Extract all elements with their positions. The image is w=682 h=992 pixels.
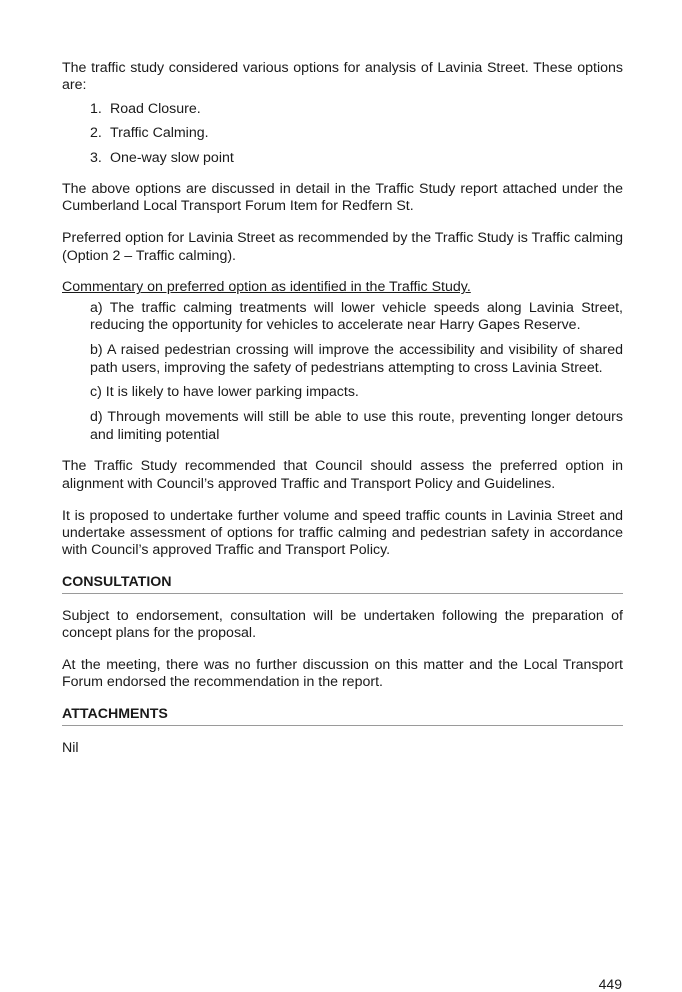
option-item [90,101,623,118]
option-text: Road Closure. [110,100,201,117]
option-number: 2. [90,125,102,142]
commentary-point: d) Through movements will still be able to use this route, preventing longer detours and limiting potential [90,409,623,443]
consultation-paragraph: Subject to endorsement, consultation will be undertaken following the preparation of concept plans for the proposal. [62,607,623,642]
options-list [62,101,623,167]
option-text: Traffic Calming. [110,125,209,142]
option-item [90,125,623,142]
preferred-option-paragraph: Preferred option for Lavinia Street as recommended by the Traffic Study is Traffic calming (Option 2 – Traffic calming). [62,230,623,264]
option-text: One-way slow point [110,149,234,166]
page-number: 449 [598,976,622,992]
commentary-point: b) A raised pedestrian crossing will improve the accessibility and visibility of shared path users, improving the safety of pedestrians attempting to cross Lavinia Street. [90,342,623,376]
commentary-point: c) It is likely to have lower parking impacts. [90,384,359,401]
attachments-text: Nil [62,739,79,756]
commentary-heading: Commentary on preferred option as identified in the Traffic Study. [62,279,471,296]
commentary-point: a) The traffic calming treatments will lower vehicle speeds along Lavinia Street, reducing the opportunity for vehicles to accelerate near Harry Gapes Reserve. [90,299,623,334]
commentary-list [62,300,623,444]
option-item [90,150,623,167]
attachments-heading: ATTACHMENTS [62,706,623,725]
document-page [62,60,623,757]
option-number: 1. [90,100,102,117]
option-number: 3. [90,149,102,166]
discussed-paragraph: The above options are discussed in detail in the Traffic Study report attached under the Cumberland Local Transport Forum Item for Redfern St. [62,180,623,215]
proposed-paragraph: It is proposed to undertake further volume and speed traffic counts in Lavinia Street and undertake assessment of options for traffic calming and pedestrian safety in accordance with Council’s approved Traffic and Transport Policy. [62,507,623,559]
meeting-paragraph: At the meeting, there was no further discussion on this matter and the Local Transport Forum endorsed the recommendation in the report. [62,656,623,691]
consultation-heading: CONSULTATION [62,574,623,593]
recommended-paragraph: The Traffic Study recommended that Council should assess the preferred option in alignment with Council’s approved Traffic and Transport Policy and Guidelines. [62,458,623,492]
intro-paragraph: The traffic study considered various options for analysis of Lavinia Street. These options are: [62,60,623,94]
